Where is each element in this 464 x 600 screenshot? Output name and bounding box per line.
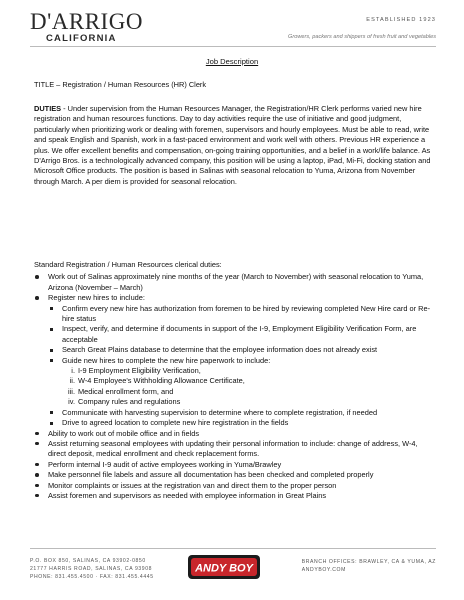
duties-label: DUTIES (34, 104, 62, 113)
roman-numeral: iii. (68, 386, 75, 396)
duties-list-block (34, 260, 434, 501)
andy-boy-logo (188, 554, 260, 580)
list-item (34, 439, 434, 460)
sublist-item (48, 418, 434, 428)
duties-paragraph (34, 104, 434, 187)
job-title: TITLE – Registration / Human Resources (HR) Clerk (34, 80, 207, 89)
square-bullet-icon (50, 328, 53, 331)
roman-item-text: I-9 Employment Eligibility Verification, (78, 366, 201, 376)
footer-branches (302, 558, 436, 574)
list-item-text: Register new hires to include: (48, 293, 145, 303)
roman-item-text: W-4 Employee's Withholding Allowance Certificate, (78, 376, 245, 386)
header-divider (30, 46, 436, 47)
sublist-item-text: Drive to agreed location to complete new hire registration in the fields (62, 418, 289, 428)
sublist-item (48, 324, 434, 345)
company-tagline: Growers, packers and shippers of fresh fruit and vegetables (288, 34, 436, 40)
sublist-item (48, 345, 434, 355)
paperwork-roman-list (64, 366, 434, 408)
square-bullet-icon (50, 411, 53, 414)
register-sublist-continued (48, 408, 434, 429)
square-bullet-icon (50, 349, 53, 352)
roman-numeral: ii. (69, 376, 75, 386)
roman-numeral: i. (71, 366, 75, 376)
footer-address (30, 557, 154, 581)
sublist-item-text: Search Great Plains database to determine that the employee information does not already exist (62, 345, 378, 355)
footer-branch-offices: BRANCH OFFICES: BRAWLEY, CA & YUMA, AZ (301, 559, 436, 565)
sublist-item-text: Inspect, verify, and determine if documents in support of the I-9, Employment Eligibility Verification Form, are acceptable (62, 324, 417, 344)
duties-list-continued (34, 429, 434, 502)
andy-boy-logo-text: ANDY BOY (195, 562, 253, 575)
square-bullet-icon (50, 422, 53, 425)
footer-street: 21777 HARRIS ROAD, SALINAS, CA 93908 (30, 566, 153, 572)
list-item-text: Assist returning seasonal employees with updating their personal information to include: change of address, W-4, direct deposit, medical enrollment and check replacement forms. (48, 438, 418, 459)
square-bullet-icon (50, 359, 53, 362)
roman-numeral: iv. (68, 397, 75, 407)
list-item-text: Monitor complaints or issues at the registration van and direct them to the proper person (48, 480, 337, 490)
roman-item-text: Company rules and regulations (78, 397, 181, 407)
duties-block (34, 104, 434, 187)
roman-item (64, 387, 434, 397)
sublist-item (48, 304, 434, 325)
list-item (34, 272, 434, 293)
footer-phone: PHONE: 831.455.4500 · FAX: 831.455.4445 (30, 574, 154, 580)
bullet-icon (35, 494, 39, 498)
list-item-text: Work out of Salinas approximately nine months of the year (March to November) with seasonal relocation to Yuma, Arizona (November – March) (48, 272, 424, 292)
job-title-block (34, 80, 434, 90)
list-item (34, 293, 434, 303)
bullet-icon (35, 463, 39, 467)
footer-website: ANDYBOY.COM (301, 567, 346, 573)
section-heading: Standard Registration / Human Resources clerical duties: (34, 260, 222, 269)
bullet-icon (35, 473, 39, 477)
bullet-icon (35, 442, 39, 446)
sublist-item-text: Communicate with harvesting supervision to determine where to complete registration, if needed (62, 407, 378, 417)
footer-divider (30, 548, 436, 549)
company-logo-subtitle: CALIFORNIA (46, 33, 117, 44)
sublist-item (48, 356, 434, 366)
register-sublist (48, 304, 434, 366)
list-item-text: Perform internal I-9 audit of active employees working in Yuma/Brawley (48, 459, 282, 469)
duties-list (34, 272, 434, 303)
roman-item (64, 366, 434, 376)
roman-item (64, 397, 434, 407)
bullet-icon (35, 432, 39, 436)
sublist-item (48, 408, 434, 418)
document-title: Job Description (205, 57, 259, 66)
roman-item (64, 376, 434, 386)
list-item (34, 460, 434, 470)
list-item (34, 429, 434, 439)
roman-item-text: Medical enrollment form, and (78, 386, 174, 396)
duties-text: - Under supervision from the Human Resources Manager, the Registration/HR Clerk performs varied new hire registration and human resources functions. Day to day activities require the use of initiative and good judgment, particularly when prioritizing work or dealing with foremen, supervisors and hourly employees. Must be able to read, write and speak English and Spanish, work in a fast-paced environment and work well with others. Previous HR experience a plus. We offer excellent benefits and compensation, on-going training opportunities, and a belief in a work/life balance. As D'Arrigo Bros. is a technologically advanced company, this position will be using a laptop, iPad, Mi-Fi, docking station and Microsoft Office products. The position is based in Salinas with seasonal relocation to Yuma, Arizona from November through March. A per diem is provided for seasonal relocation. (34, 104, 431, 186)
list-item (34, 481, 434, 491)
list-item-text: Assist foremen and supervisors as needed with employee information in Great Plains (48, 490, 327, 500)
list-item-text: Make personnel file labels and assure all documentation has been checked and completed properly (48, 470, 374, 480)
square-bullet-icon (50, 307, 53, 310)
footer-po-box: P.O. BOX 850, SALINAS, CA 93902-0850 (30, 558, 146, 564)
established-text: ESTABLISHED 1923 (366, 17, 436, 23)
list-item (34, 470, 434, 480)
bullet-icon (35, 296, 39, 300)
bullet-icon (35, 275, 39, 279)
list-item-text: Ability to work out of mobile office and in fields (48, 428, 200, 438)
bullet-icon (35, 484, 39, 488)
sublist-item-text: Guide new hires to complete the new hire paperwork to include: (62, 355, 271, 365)
list-item (34, 491, 434, 501)
company-logo-wordmark: D'ARRIGO (30, 9, 143, 34)
sublist-item-text: Confirm every new hire has authorization from foremen to be hired by reviewing completed New Hire card or Re-hire status (62, 303, 431, 324)
